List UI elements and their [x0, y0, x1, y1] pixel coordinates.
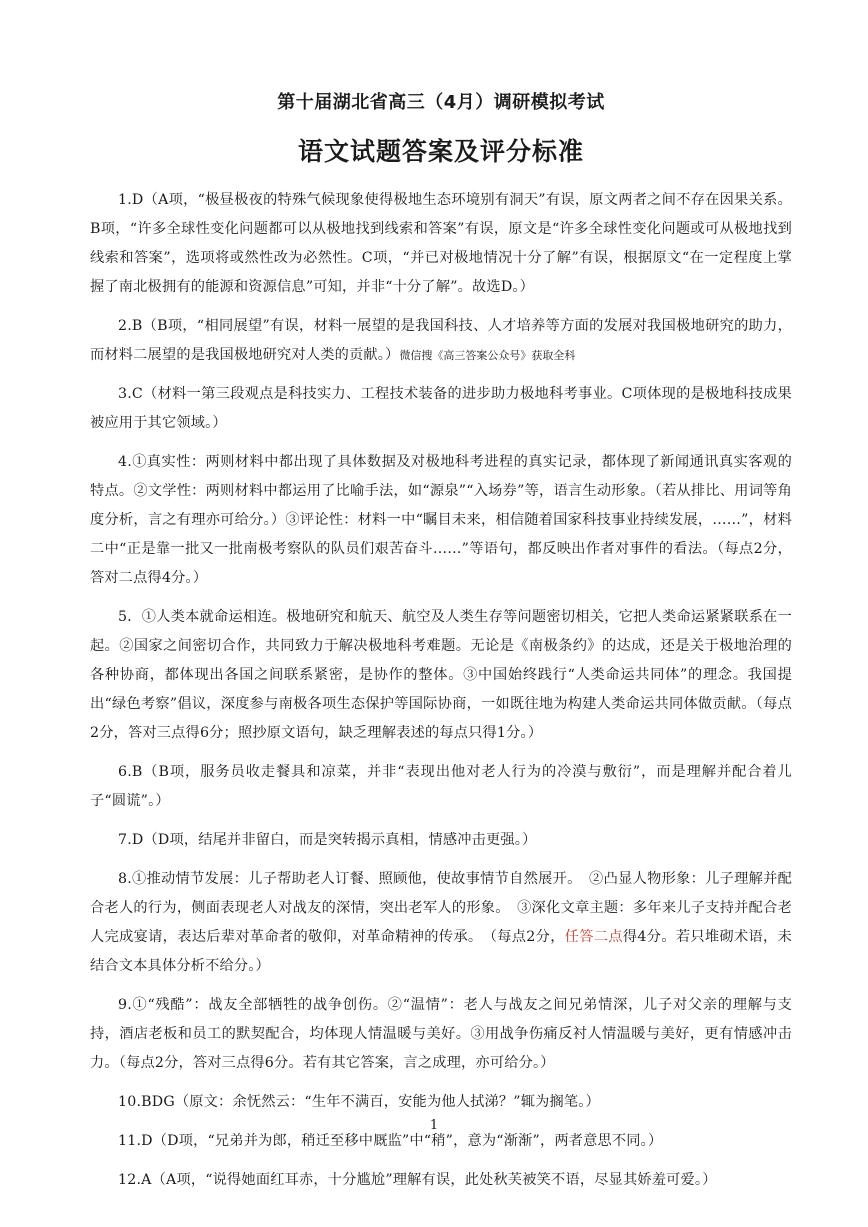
answer-item-2	[90, 312, 792, 370]
exam-subtitle: 第十届湖北省高三（4月）调研模拟考试	[277, 92, 605, 113]
answer-item-7: 7.D（D项，结尾并非留白，而是突转揭示真相，情感冲击更强。）	[118, 832, 537, 848]
page-number: 1	[429, 1118, 439, 1133]
answer-item-8	[90, 865, 792, 981]
answer-item-12: 12.A（A项，“说得她面红耳赤，十分尴尬”理解有误，此处秋芙被笑不语，尽显其娇羞可爱。）	[118, 1172, 717, 1188]
answer-item-4: 4.①真实性：两则材料中都出现了具体数据及对极地科考进程的真实记录，都体现了新闻通讯真实客观的特点。②文学性：两则材料中都运用了比喻手法，如“源泉”“入场券”等，语言生动形象。（若从排比、用词等角度分析，言之有理亦可给分。）③评论性：材料一中“瞩目未来，相信随着国家科技事业持续发展，……”，材料二中“正是靠一批又一批南极考察队的队员们艰苦奋斗……”等语句，都反映出作者对事件的看法。（每点2分，答对二点得4分。）	[90, 454, 792, 586]
answer-item-1: 1.D（A项，“极昼极夜的特殊气候现象使得极地生态环境别有洞天”有误，原文两者之间不存在因果关系。B项，“许多全球性变化问题都可以从极地找到线索和答案”有误，原文是“许多全球性变化问题或可从极地找到线索和答案”，选项将或然性改为必然性。C项，“并已对极地情况十分了解”有误，根据原文“在一定程度上掌握了南北极拥有的能源和资源信息”可知，并非“十分了解”。故选D。）	[90, 192, 792, 295]
answer-item-8-text: 8.①推动情节发展：儿子帮助老人订餐、照顾他，使故事情节自然展开。 ②凸显人物形象：儿子理解并配合老人的行为，侧面表现老人对战友的深情，突出老军人的形象。 ③深化文章主题：多年来儿子支持并配合老人完成宴请，表达后辈对革命者的敬仰，对革命精神的传承。 （每点2分，	[90, 871, 792, 945]
answer-item-2-text: 2.B（B项，“相同展望”有误，材料一展望的是我国科技、人才培养等方面的发展对我国极地研究的助力，而材料二展望的是我国极地研究对人类的贡献。）	[90, 318, 792, 363]
answer-item-8-highlight: 任答二点	[564, 929, 623, 945]
document-title: 语文试题答案及评分标准	[297, 137, 584, 166]
answer-item-6: 6.B（B项，服务员收走餐具和凉菜，并非“表现出他对老人行为的冷漠与敷衍”，而是理解并配合着儿子“圆谎”。）	[90, 764, 792, 809]
answer-item-10: 10.BDG（原文：余怃然云：“生年不满百，安能为他人拭涕？”辄为搁笔。）	[118, 1094, 600, 1110]
answer-list	[90, 186, 792, 1195]
answer-item-11: 11.D（D项，“兄弟并为郎，稍迁至移中厩监”中“稍”，意为“渐渐”，两者意思不同。）	[118, 1133, 663, 1149]
answer-item-2-note: 微信搜《高三答案公众号》获取全科	[399, 349, 576, 362]
answer-item-9: 9.①“残酷”：战友全部牺牲的战争创伤。②“温情”：老人与战友之间兄弟情深，儿子对父亲的理解与支持，酒店老板和员工的默契配合，均体现人情温暖与美好。③用战争伤痛反衬人情温暖与美好，更有情感冲击力。（每点2分，答对三点得6分。若有其它答案，言之成理，亦可给分。）	[90, 997, 792, 1071]
answer-item-5: 5．①人类本就命运相连。极地研究和航天、航空及人类生存等问题密切相关，它把人类命运紧紧联系在一起。②国家之间密切合作，共同致力于解决极地科考难题。无论是《南极条约》的达成，还是关于极地治理的各种协商，都体现出各国之间联系紧密，是协作的整体。③中国始终践行“人类命运共同体”的理念。我国提出“绿色考察”倡议，深度参与南极各项生态保护等国际协商，一如既往地为构建人类命运共同体做贡献。（每点2分，答对三点得6分；照抄原文语句，缺乏理解表述的每点只得1分。）	[90, 609, 792, 741]
answer-item-3: 3.C（材料一第三段观点是科技实力、工程技术装备的进步助力极地科考事业。C项体现的是极地科技成果被应用于其它领域。）	[90, 386, 792, 431]
answer-item-8-text-end: 得4分。若只堆砌术语，未结合文本具体分析不给分。）	[90, 929, 792, 974]
